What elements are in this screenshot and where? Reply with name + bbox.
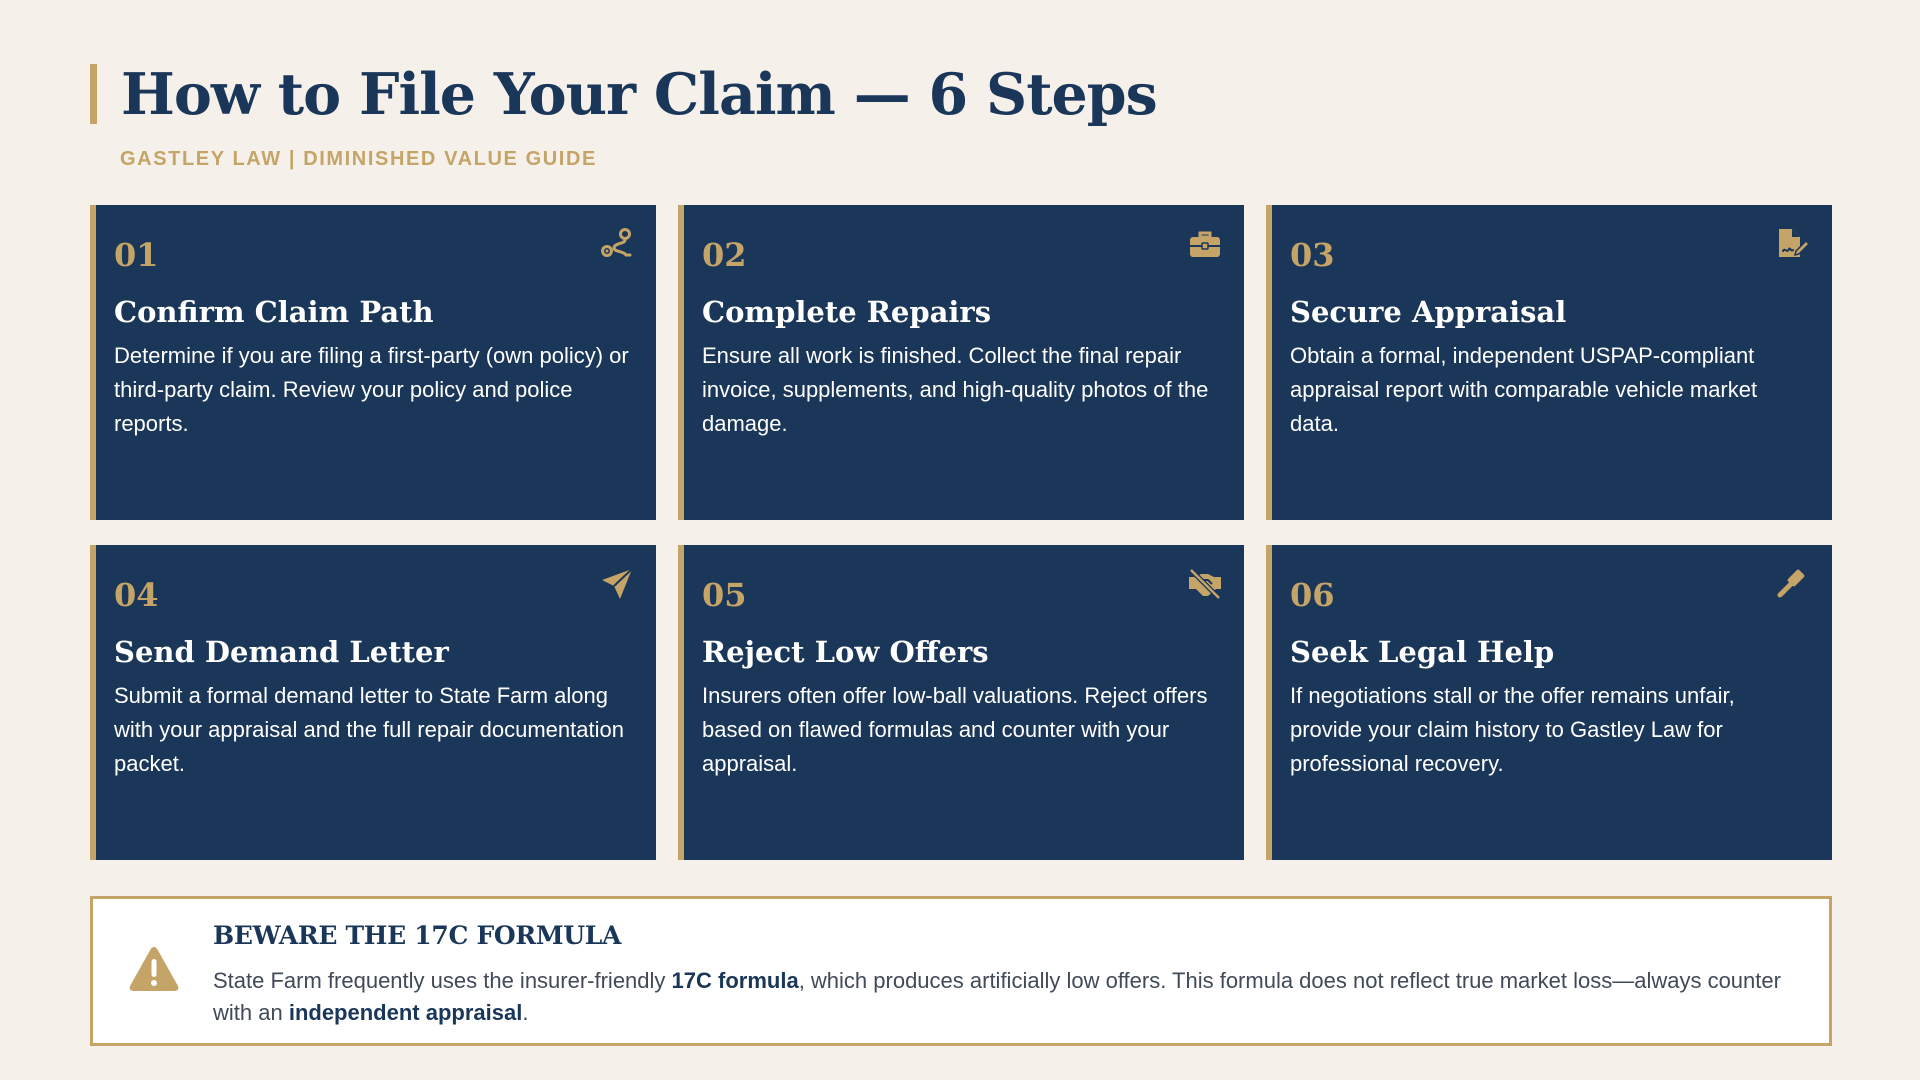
page bbox=[90, 60, 1832, 1046]
warning-bold-appraisal: independent appraisal bbox=[288, 1000, 523, 1025]
warning-text-part: State Farm frequently uses the insurer-friendly bbox=[213, 968, 672, 993]
handshake-slash-icon bbox=[1188, 567, 1222, 601]
warning-callout bbox=[90, 896, 1832, 1046]
header bbox=[90, 60, 1832, 128]
step-number: 02 bbox=[702, 236, 747, 274]
step-number: 06 bbox=[1290, 576, 1335, 614]
step-card-3 bbox=[1266, 205, 1832, 520]
step-title: Seek Legal Help bbox=[1290, 635, 1555, 669]
step-description: Obtain a formal, independent USPAP-compliant appraisal report with comparable vehicle market data. bbox=[1290, 342, 1758, 436]
step-description: Submit a formal demand letter to State Farm along with your appraisal and the full repair documentation packet. bbox=[114, 682, 624, 776]
step-number: 04 bbox=[114, 576, 159, 614]
warning-bold-formula: 17C formula bbox=[671, 968, 799, 993]
toolbox-icon bbox=[1188, 227, 1222, 261]
step-title: Reject Low Offers bbox=[702, 635, 989, 669]
warning-text-part: . bbox=[522, 1000, 529, 1025]
signed-document-icon bbox=[1776, 227, 1810, 261]
warning-triangle-icon bbox=[127, 944, 181, 994]
warning-text bbox=[213, 965, 1799, 1029]
step-card-1 bbox=[90, 205, 656, 520]
step-title: Secure Appraisal bbox=[1290, 295, 1567, 329]
step-number: 03 bbox=[1290, 236, 1335, 274]
step-description: Determine if you are filing a first-party (own policy) or third-party claim. Review your policy and police reports. bbox=[114, 342, 629, 436]
warning-text-part: , which produces artificially low offers. This formula does not reflect true market loss—always counter with an bbox=[213, 968, 1781, 1025]
step-description: Ensure all work is finished. Collect the final repair invoice, supplements, and high-quality photos of the damage. bbox=[702, 342, 1209, 436]
step-title: Confirm Claim Path bbox=[114, 295, 434, 329]
step-card-5 bbox=[678, 545, 1244, 860]
route-icon bbox=[600, 227, 634, 261]
step-card-2 bbox=[678, 205, 1244, 520]
step-card-4 bbox=[90, 545, 656, 860]
step-number: 05 bbox=[702, 576, 747, 614]
step-title: Send Demand Letter bbox=[114, 635, 449, 669]
step-description: If negotiations stall or the offer remains unfair, provide your claim history to Gastley Law for professional recovery. bbox=[1290, 682, 1735, 776]
step-card-6 bbox=[1266, 545, 1832, 860]
step-number: 01 bbox=[114, 236, 159, 274]
page-title: How to File Your Claim — 6 Steps bbox=[121, 60, 1157, 128]
page-subtitle: GASTLEY LAW | DIMINISHED VALUE GUIDE bbox=[120, 148, 597, 170]
warning-title: BEWARE THE 17C FORMULA bbox=[213, 921, 622, 950]
step-title: Complete Repairs bbox=[702, 295, 992, 329]
gavel-icon bbox=[1776, 567, 1810, 601]
step-description: Insurers often offer low-ball valuations. Reject offers based on flawed formulas and counter with your appraisal. bbox=[702, 682, 1208, 776]
steps-grid bbox=[90, 205, 1832, 860]
paper-plane-icon bbox=[600, 567, 634, 601]
